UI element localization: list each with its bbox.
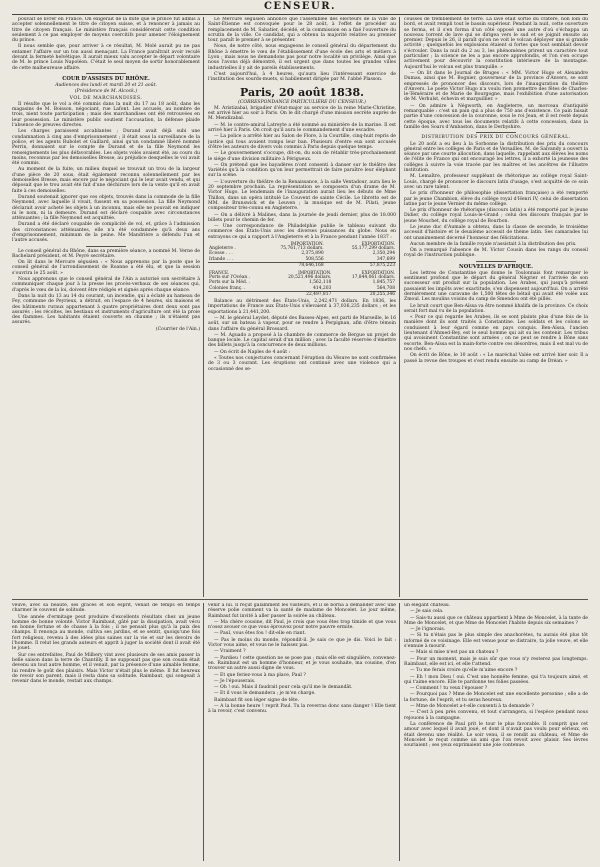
separator xyxy=(476,261,516,262)
trade-table-france xyxy=(208,270,396,297)
article-source: (Courrier de l'Ain.) xyxy=(155,326,200,332)
article-paragraph: — On lit dans le Journal de Bruges : « MM. Victor Hugo et Alexandre Dumas, ainsi que M. Bognier, gouverneur de la province d'Anvers, se sont empressés de prononcer des discours, lors de l'inauguration du théâtre d'Anvers. Le poète Victor Hugo n'a voulu rien promettre des fêtes de Charles-le-Téméraire et de Marie de Bourgogne, mais l'exhibition d'une autorisation de M. Verhulst, échevin et marguillier. » xyxy=(404,70,588,103)
separator xyxy=(476,132,516,133)
article-paragraph: Il résulte que le vol a été commis dans la nuit du 17 au 18 août, dans les magasins de M. Boisson, négociant, rue Lafont. Les accusés, au nombre de trois, nient toute participation ; mais des marchandises ont été retrouvées en leur possession. Le ministère public soutient l'accusation, la défense plaide l'absence de preuves directes. xyxy=(12,101,200,129)
trade-table-england xyxy=(208,241,396,268)
case-title: VOL DE MARCHANDISES. xyxy=(69,95,143,101)
column-rule xyxy=(399,603,400,861)
story-paragraph: — C'est à peu près convenu, et tout s'arrangera, si l'espèce pendant nous rejouons à la campagne. xyxy=(404,710,588,721)
story-paragraph: — Vraiment ? xyxy=(214,649,246,655)
section-heading: DISTRIBUTION DES PRIX DU CONCOURS GÉNÉRAL. xyxy=(421,135,571,141)
column-3 xyxy=(404,17,588,597)
story-paragraph: Une année d'ermitage peut produire d'excellents résultats chez un jeune homme de bonne volonté. Victor Raimbaut, gâté par la dissipation, avait vécu en bonne fortune et de chasse à la fois ; il ne pensait plus qu'à la paix des champs. Il renonça au monde, cultiva ses jardins, et se sentit, quoiqu'une fois fort religieux, revenu à des idées plus saines sur la vie et sur les devoirs de l'homme. Il relut les grands auteurs et apprit à juger la société dont il avait été le jouet. xyxy=(12,614,200,652)
trade-export: 55,177,299 dollars. xyxy=(351,246,395,252)
trade-export: 347,699 xyxy=(376,256,395,262)
story-paragraph: — Ma chère cousine, dit Paul, je crois que vous êtes trop timide et que vous n'osez avouer ce que vous éprouvez pour notre pauvre ermite. xyxy=(208,619,396,631)
feuilleton-column-2 xyxy=(208,603,396,861)
story-paragraph: un élégant chateau. xyxy=(404,603,451,608)
article-paragraph: Au moment de la fuite, un milieu duquel se trouvait un trou de la largeur d'une pièce de 20 sous, était également reconnu solennellement par les demoiselles Bresse, mais encore par le négociant qui le leur avait vendu, et qui déposait que le trou avait été fait d'une déchirure lors de la vente qu'il en avait faite à ces demoiselles. xyxy=(12,167,200,194)
column-rule xyxy=(203,17,204,597)
trade-export: 564,708 xyxy=(376,285,395,291)
trade-export: 17,844,061 dollars. xyxy=(351,275,395,281)
article-paragraph: — L'ouverture du théâtre de la Renaissance, à la salle Ventadour, aura lieu le 20 septembre prochain. La représentation se composera d'un drame de M. Victor Hugo. Le lendemain de l'inauguration aurait lieu les débuts de Mme Thillon, dans un opéra intitulé Le Couvent de sainte Cécile. Le libretto est de MM. de Brunswick et de Leuven ; la musique est de M. Pilati, jeune compositeur très-connu en Angleterre. xyxy=(208,179,396,212)
masthead xyxy=(12,0,588,15)
trade-total-export: 57,875,223 xyxy=(325,262,396,268)
story-paragraph: — Pardieu ! cette question ne se pose pas ; mais elle est singulière, convenez-en. Raimbaut est un homme d'honneur, et je vous souhaite, ma cousine, d'en trouver un autre aussi digne de vous. xyxy=(208,655,396,672)
article-paragraph: On a remarqué l'absence de M. Victor Cousin dans les rangs du conseil royal de l'instruction publique. xyxy=(404,248,588,259)
trade-header-export: EXPORTATION. xyxy=(361,240,395,246)
trade-import: 2,375,890 xyxy=(301,251,324,257)
section-presidency: (Présidence de M. Alcock.) xyxy=(74,89,138,95)
story-paragraph: — Je sais cela. xyxy=(410,609,444,615)
article-paragraph: On lit dans le Mercure ségusien : « Nous apprenons par la poste que le conseil général de l'arrondissement de Roanne a été élu, et que la session s'ouvrira le 25 août. » xyxy=(12,260,200,276)
trade-export: 2,350,294 xyxy=(372,251,395,257)
article-paragraph: Les lettres de Constantine que donne le Toulonnais font remarquer le sentiment profond que le départ du général Négrier et l'arrivée de son successeur ont produit sur la population. Les Arabes, qui jusqu'à présent passaient les impôts avec exactitude, s'en dispensent aujourd'hui. On a arrêté dernièrement une caravane de 1,500 têtes de bétail qui avait été volée aux Zmoul. Les moulins voisins du camp de Smendou ont été pillés. xyxy=(404,270,588,303)
trade-country: Angleterre . xyxy=(209,246,236,252)
story-paragraph: — A la bonne heure ! reprit Paul. Tu la reverras donc sans danger ! Elle tient à la revoir, c'est convenu. xyxy=(208,704,396,715)
table-total-row xyxy=(208,291,396,297)
article-paragraph: — M. le contre-amiral Latreyte a été nommé au ministère de la marine. Il est arrivé hier à Paris. On croit qu'il aura le commandement d'une escadre. xyxy=(208,122,396,134)
trade-export: 1,845,757 xyxy=(372,280,395,286)
story-paragraph: — Pourquoi pas ? Mme de Moncelet est une excellente personne ; elle a de la fortune, de l'esprit, et tu seras heureux. xyxy=(404,692,588,703)
article-paragraph: — Une correspondance de Philadelphie publie le tableau suivant du commerce des États-Unis avec les diverses puissances du globe. Nous en extrayons ce qui a rapport à l'Angleterre et à la France pendant l'année 1837 : xyxy=(208,224,396,240)
trade-import: 414,203 xyxy=(313,285,332,291)
trade-import: 75,761,713 dollars. xyxy=(280,246,324,252)
story-paragraph: — Mais si mise n'est pas un chateau ? xyxy=(410,650,499,656)
dateline: Paris, 20 août 1838. xyxy=(240,85,364,99)
trade-total-import: 78,646,168 xyxy=(253,262,324,268)
article-paragraph: — La police a arrêté hier au Salon de Flore, à la Courtille, cinq-huit repris de justice qui tous avaient rompu leur ban. Plusieurs d'entre eux sont accusés d'être les auteurs de divers vols commis à Paris depuis quelque temps. xyxy=(208,134,396,150)
story-paragraph: — Sais-tu aussi que ce château appartient à Mme de Moncelet, à la tante de Mme de Moncelet, et que Mme de Moncelet l'habite depuis six semaines ? xyxy=(404,615,588,626)
article-paragraph: cousses de tremblement de terre. La lave était sortie du cratère, non loin du bord, et avait rempli tout le bassin supérieur. Pendant la nuit, cette ouverture se ferma, et il s'en forma d'un côté opposé une autre d'où s'échappa un nouveau torrent de lave qui se dirigea vers le sud et se joignit ensuite au premier. Depuis le 26, il paraît qu'on ne voit le volcan déployer une si grande activité ; quelquefois les explosions étaient si fortes que tout semblait devoir s'écrouler. Dans la nuit du 2 au 3, les phénomènes prirent un caractère tout particulier ; la science ne les a pas encore approfondis, et l'on s'en occupe activement pour découvrir la constitution intérieure de la montagne. Aujourd'hui le volcan est plus tranquille. » xyxy=(404,17,588,70)
trade-country: Écosse . . . xyxy=(209,251,233,257)
article-paragraph: Aucun membre de la famille royale n'assistait à la distribution des prix. xyxy=(410,241,577,247)
trade-header-import: IMPORTATION. xyxy=(298,270,332,275)
article-paragraph: — On prétend que les bayadères n'ont consenti à danser sur le théâtre des Variétés qu'à la condition qu'on leur permettrait de faire paraître leur éléphant sur la scène. xyxy=(208,162,396,179)
trade-country-header: FRANCE. xyxy=(209,270,230,275)
article-paragraph: C'est aujourd'hui, à 4 heures, qu'aura lieu l'intéressant exercice de l'institution des sourds-muets, si habilement dirigée par M. l'abbé Plasson. xyxy=(208,71,396,83)
section-heading: NOUVELLES D'AFRIQUE. xyxy=(459,263,533,270)
dateline-subtitle: (CORRESPONDANCE PARTICULIÈRE DU CENSEUR.) xyxy=(238,99,366,105)
column-2 xyxy=(208,17,396,597)
article-paragraph: « Toutes nos conjectures concernant l'éruption du Vésuve ne sont confirmées de 3 ou 3 courant. Les éruptions ont continué avec une violence qui a occasionné des se- xyxy=(208,355,396,372)
trade-country: Ports sur l'Océan . xyxy=(209,275,251,281)
story-paragraph: venir à lui. Il reçut galamment les visiteurs, et il se borna à demander avec une réserve polie comment va la santé de madame de Moncelet. Le jour même, Raimbaut fut invité à aller passer la soirée au château. xyxy=(208,603,396,619)
feuilleton-column-1 xyxy=(12,603,200,861)
story-paragraph: — Pas le moins du monde, répondit-il. Je sais ce que je dis. Voici le fait : Victor vous aime, et vous ne le haïssez pas. xyxy=(208,637,396,649)
story-paragraph: — Si tu n'étais pas le plus simple des anachorètes, tu aurais été plus tôt informé de ce voisinage. Elle est venue pour se distraire, ta jolie veuve, et elle s'ennuie à mourir. xyxy=(404,633,588,650)
feuilleton-rule xyxy=(12,599,588,600)
trade-import: 508,556 xyxy=(305,256,324,262)
separator xyxy=(86,246,126,247)
article-paragraph: — M. le général Leydet, député des Basses-Alpes, est parti de Marseille, le 16 août, sur un bateau à vapeur, pour se rendre à Perpignan, afin d'être témoin dans l'affaire du général Brossard. xyxy=(208,315,396,332)
column-rule xyxy=(399,17,400,597)
article-paragraph: Le Mercure ségusien annonce que l'assemblée des électeurs de la ville de Saint-Étienne est convoquée pour le 28 août, à l'effet de procéder au remplacement de M. Sabatier, décédé, et la commission en a fixé l'ouverture du scrutin de la ville. Ce candidat, qui a obtenu la majorité relative au premier tour, paraît le premier à se présenter. xyxy=(208,17,396,44)
article-paragraph: Le prix d'honneur de philosophie (dissertation française) a été remporté par le jeune Chambion, élève du collège royal d'Henri IV, celui de dissertation latine par le jeune Vernier du même collège. xyxy=(404,191,588,207)
story-paragraph: — Je l'épouserais. xyxy=(214,678,256,684)
column-rule xyxy=(203,603,204,861)
article-paragraph: M. Aristizabal, brigadier d'état-major au service de la reine Marie-Christine, est arrivé hier au soir à Paris. On le dit chargé d'une mission secrète auprès de M. Mendizabal. xyxy=(208,105,396,122)
story-paragraph: La conférence de Paul prit le tour le plus favorable. Il comprit que cet amour avec lequel il avait joué, et dont il n'avait pas voulu pour sérieux, en était devenu une réalité. Le soir venu, il se rendit au château, et Mme de Moncelet le reçut comme un ami que l'on revoit avec plaisir. Ses lèvres souriaient ; ses yeux exprimaient une joie contenue. xyxy=(404,721,588,749)
article-paragraph: — On a délivré à Malines, dans la journée de jeudi dernier, plus de 18.000 billets pour le chemin de fer. xyxy=(208,212,396,223)
article-paragraph: Balance au détriment des États-Unis, 2,242,471 dollars. En 1836, les importations de France aux États-Unis s'élevaient à 37,036,235 dollars ; et les exportations à 21,441,200. xyxy=(208,299,396,315)
story-paragraph: — Tu me ferais croire qu'elle m'aime encore ? xyxy=(410,668,518,674)
article-paragraph: — M. Aguado a proposé à la chambre de commerce de Bergue un projet de banque locale. Le capital serait d'un million ; avec la faculté réservée d'émettre des billets jusqu'à la concurrence de deux millions. xyxy=(208,332,396,349)
article-paragraph: Dans la nuit du 13 au 14 du courant, un incendie, qui a éclaté au hameau de Fey, commune de Peyrieux, a détruit, en l'espace de 4 heures, six maisons et des bâtiments ruraux appartenant à quatre propriétaires dont deux sont pas assurés ; les récoltes, les bestiaux et instruments d'agriculture ont été la proie des flammes. Les habitants étaient couverts en chaume ; ils n'étaient pas assurés. xyxy=(12,293,200,326)
article-paragraph: Les charges paraissent accablantes ; Durand avait déjà subi une condamnation à cinq ans d'emprisonnement ; il était sous la surveillance de la police, et les agents Rubolet et Gaillard, ainsi qu'un condamné libéré nommé Perrin, donnaient sur le compte de Durand et de la fille Neymond les renseignements les plus défavorables. Les objets volés avaient été, au cours du moins, reconnus par les demoiselles Bresse, au préjudice desquelles le vol avait été commis. xyxy=(12,129,200,167)
column-1 xyxy=(12,17,200,597)
story-paragraph: — Et que feriez-vous à ma place, Paul ? xyxy=(214,672,306,678)
trade-country: Irlande . . . xyxy=(209,256,234,262)
story-paragraph: veuve, avec sa beauté, ses grâces et son esprit, venait de temps en temps charmer le couvent de solitude. xyxy=(12,603,200,614)
separator xyxy=(86,73,126,74)
section-subheading: Audiences des lundi et mardi 20 et 21 août. xyxy=(55,82,157,88)
article-paragraph: « Pour ce qui regarde les Arabes, ils se sont plaints plus d'une fois de la manière dont ils sont traités à Constantine. Les soldats et les colons se conduisent à leur égard comme en pays conquis. Ben-Aïssa, l'ancien lieutenant d'Ahmed-Bey, est le seul homme qui ait su les contenir. Les tribus qui avoisinent Constantine sont armées ; on ne peut se rendre à Bône sans escorte. Ben-Aïssa est la main-forte contre ces désordres, mais il est mal vu de nos chefs. » xyxy=(404,315,588,352)
section-heading: COUR D'ASSISES DU RHÔNE. xyxy=(62,75,150,82)
article-paragraph: On écrit de Bône, le 10 août : « Le maréchal Valée est arrivé hier soir. Il a passé la revue des troupes et s'est rendu ensuite au camp de Dréan. » xyxy=(404,353,588,364)
article-paragraph: — On écrit de Naples de 4 août : xyxy=(214,349,291,355)
article-paragraph: Durand soutenait ignorer que ces objets, trouvés dans la commode de la fille Neymond, avec laquelle il vivait, fussent en sa possession. La fille Neymond déclarait avoir acheté les objets à un inconnu, mais elle ne pouvait en indiquer ni le nom, ni la demeure. Durand est déclaré coupable avec circonstances atténuantes ; la fille Neymond est acquittée. xyxy=(12,194,200,222)
article-paragraph: pouvait se livrer en France. On exigerait de la dûte que le prince fût admis à accepter solennellement le titre de citoyen suisse, et à renoncer à jamais au titre de citoyen français. Le ministère français considérerait cette condition seulement à ce pas employer de moyens coercitifs pour amener l'éloignement du prince. xyxy=(12,17,200,44)
masthead-title: CENSEUR. xyxy=(263,1,337,12)
trade-header-export: EXPORTATION. xyxy=(361,270,395,275)
article-paragraph: Nous apprenons que le conseil général de l'Ain a autorisé son secrétaire à communiquer chaque jour à la presse les procès-verbaux de ses séances qui, d'après le vœu de la loi, doivent être rédigés et signés après chaque séance. xyxy=(12,277,200,293)
article-paragraph: Le jeune duc d'Aumale a obtenu, dans la classe de seconde, le troisième accessit d'histoire et le deuxième accessit de thème latin. Ses camarades lui ont unanimement décerné l'honneur des félicitations. xyxy=(404,224,588,241)
story-paragraph: — Et il vous le demandera ; je m'en charge. xyxy=(214,691,316,697)
story-paragraph: Sur ces entrefaites, Paul de Milbery vint avec plusieurs de ses amis passer la belle saison dans la terre de Chantilly. Il ne supposait pas que son cousin était devenu un tout autre homme, et il venait, par la présence d'une aimable femme, lui rendre le goût des plaisirs. Mais Victor n'était plus le même. Il fut heureux de revoir son parent, mais il resta dans sa solitude. Raimbaut, qui songeait à revenir dans le monde, restait aux champs. xyxy=(12,652,200,685)
story-paragraph: — Pour un moment, mais je suis sûr que vous n'y resterez pas longtemps. Raimbaut, elle est ici, et elle t'attend. xyxy=(404,656,588,667)
feuilleton-column-3 xyxy=(404,603,588,861)
article-paragraph: — Le gouvernement s'occupe, dit-on, du soin de rétablir très-prochainement le siége d'une division militaire à Périgueux. xyxy=(208,151,396,162)
trade-country: Colonies franç. . xyxy=(209,285,246,291)
article-paragraph: Il nous semble que, pour arriver à ce résultat, M. Molé aurait pu ne pas entamer l'affaire sur un ton aussi menaçant. La France paraîtrait avoir reculé devant la fermeté helvétique. Il aurait mieux valu accepter le départ volontaire de M. le prince Louis Napoléon. C'était le seul moyen de sortir honorablement de cette malheureuse affaire. xyxy=(12,44,200,71)
trade-header-import: IMPORTATION. xyxy=(290,240,324,246)
story-paragraph: — Paul, vous êtes fou ! dit-elle en riant. xyxy=(214,631,306,637)
trade-import: 20,521,496 dollars. xyxy=(288,275,332,281)
article-paragraph: Le prix d'honneur de rhétorique (discours latin) a été remporté par le jeune Didier, du collège royal Louis-le-Grand ; celui des discours français par le jeune Mouchet, du collège royal de Bourbon. xyxy=(404,208,588,224)
table-total-row xyxy=(208,262,396,268)
article-paragraph: — On admire à Négworth, en Angleterre, un morceau d'antiquité remarquable : c'est un pain qui a plus de 750 ans d'existence. Ce pain faisait partie d'une concession de la couronne, sous le roi Jean, et il est resté depuis cette époque, avec tous les documents relatifs à cette concession, dans la famille des Soars d'Ambaston, dans le Derbyshire. xyxy=(404,103,588,130)
trade-total-export: 20,255,346 xyxy=(332,291,396,297)
story-paragraph: — Mme de Moncelet a-t-elle consenti à ta demande ? xyxy=(410,704,534,710)
article-paragraph: Nous, de notre côté, nous engageons le conseil général du département du Rhône à émettre le vœu de l'établissement d'une école des arts et métiers à Lyon ; mais nous ne demandons pas pour notre localité un privilège. Ainsi que nous l'avons déjà démontré, il est urgent que dans toutes les grandes villes industrielles il y ait de pareils établissements. xyxy=(208,44,396,71)
story-paragraph: — Comment ! tu veux l'épouser ? xyxy=(410,686,488,692)
article-paragraph: Le conseil général du Rhône, dans sa première séance, a nommé M. Verne de Bachelard président, et M. Peyré secrétaire. xyxy=(12,248,200,259)
article-paragraph: Le 20 août a eu lieu à la Sorbonne la distribution des prix du concours général entre les collèges de Paris et de Versailles. M. de Salvandy a ouvert la séance par une courte allocution, dans laquelle, rappelant aux élèves les noms de l'élite de France qui ont encouragé les lettres, il a exhorté la jeunesse des collèges à suivre la voie tracée par les maîtres et les ancêtres de l'illustre institution. xyxy=(404,141,588,174)
story-paragraph: — Oh ! oui. Mais il faudrait pour cela qu'il me le demandât. xyxy=(214,685,353,691)
trade-import: 1,562,118 xyxy=(308,280,332,286)
story-paragraph: Raimbaut fit son léger signe de tête. xyxy=(214,697,300,703)
story-paragraph: — Eh ! mon Dieu ! oui. C'est une honnête femme, qui t'a toujours aimé, et qui t'aime encore. Elle te pardonne tes folies passées. xyxy=(404,674,588,685)
article-paragraph: M. Lemaître, professeur suppléant de rhétorique au collège royal Saint-Louis, chargé de prononcer le discours latin d'usage, s'est acquitté de ce soin avec un rare talent. xyxy=(404,174,588,190)
story-paragraph: — Je l'ignorais. xyxy=(410,627,446,633)
trade-country: Ports sur la Méd. . xyxy=(209,280,251,286)
article-paragraph: Le bruit court que Ben-Aïssa va être nommé khalifa de la province. Ce choix serait fort mal vu de la population. xyxy=(404,303,588,314)
article-paragraph: Durand a été déclaré coupable de complicité de vol, et, grâce à l'admission des circonstances atténuantes, elle n'a été condamnée qu'à deux ans d'emprisonnement, minimum de la peine. Me Mandrière a défendu l'un et l'autre accusés. xyxy=(12,222,200,244)
trade-total-import: 22,497,817 xyxy=(269,291,333,297)
